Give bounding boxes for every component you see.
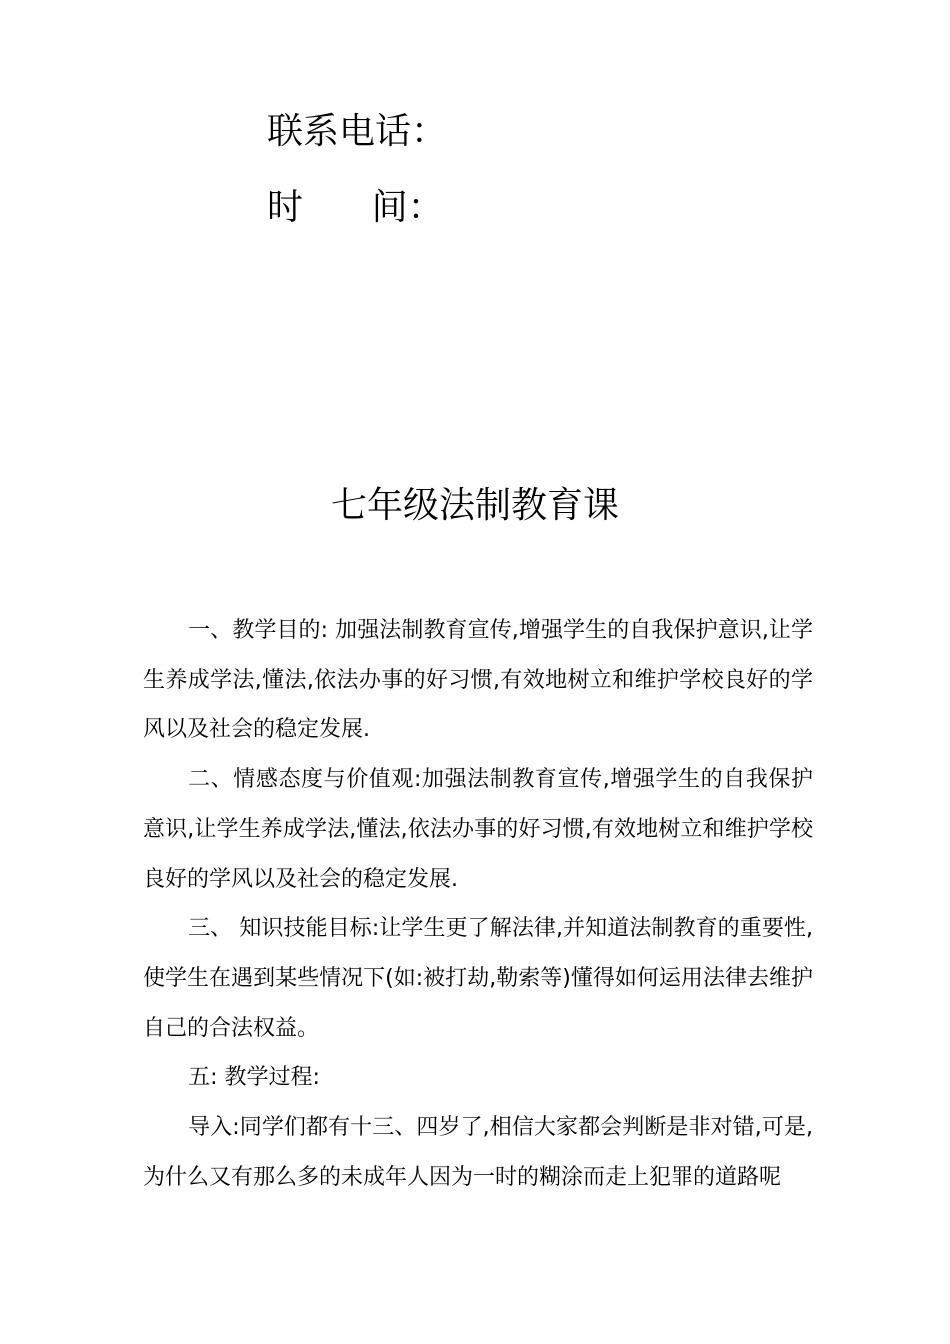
paragraph-emotion-values: 二、情感态度与价值观:加强法制教育宣传,增强学生的自我保护意识,让学生养成学法,懂法,依法办事的好习惯,有效地树立和维护学校良好的学风以及社会的稳定发展. — [143, 767, 813, 892]
paragraph-teaching-goal: 一、教学目的: 加强法制教育宣传,增强学生的自我保护意识,让学生养成学法,懂法,依法办事的好习惯,有效地树立和维护学校良好的学风以及社会的稳定发展. — [143, 618, 813, 743]
document-body — [143, 606, 813, 1202]
time-label: 时 间： — [267, 187, 444, 228]
document-title: 七年级法制教育课 — [330, 485, 619, 526]
paragraph-introduction: 导入:同学们都有十三、四岁了,相信大家都会判断是非对错,可是,为什么又有那么多的未成年人因为一时的糊涂而走上犯罪的道路呢 — [143, 1115, 813, 1190]
paragraph-knowledge-skills: 三、 知识技能目标:让学生更了解法律,并知道法制教育的重要性,使学生在遇到某些情况下(如:被打劫,勒索等)懂得如何运用法律去维护自己的合法权益。 — [143, 916, 813, 1041]
contact-phone-label: 联系电话： — [267, 111, 448, 152]
paragraph-teaching-process: 五: 教学过程: — [188, 1065, 320, 1091]
